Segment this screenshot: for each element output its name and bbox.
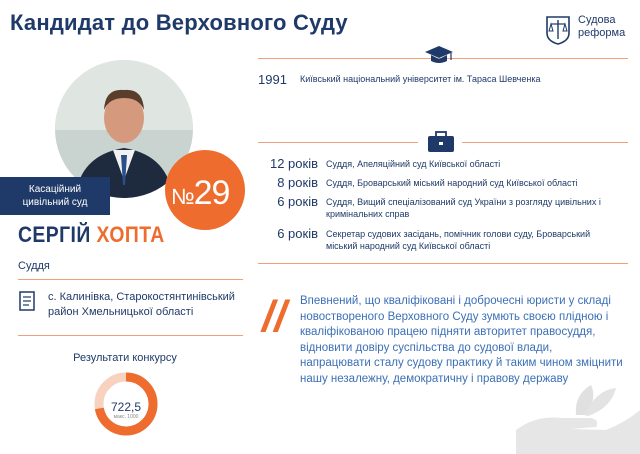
number-value: 29 — [193, 174, 230, 212]
score-value: 722,5 — [110, 400, 142, 414]
briefcase-icon — [427, 131, 455, 153]
career-item — [258, 194, 618, 220]
scales-logo-icon — [545, 15, 571, 45]
last-name: ХОПТА — [96, 222, 165, 247]
name-divider — [18, 279, 243, 280]
education-divider-right — [462, 142, 628, 143]
document-icon — [18, 290, 36, 312]
career-text: Суддя, Вищий спеціалізований суд України з розгляду цивільних і кримінальних справ — [326, 197, 601, 219]
career-years: 8 років — [277, 175, 318, 190]
career-years: 12 років — [269, 156, 318, 171]
education-divider-left — [258, 142, 418, 143]
career-text: Суддя, Апеляційний суд Київської області — [326, 159, 501, 169]
candidate-number — [171, 175, 229, 215]
career-item — [258, 226, 618, 252]
first-name: СЕРГІЙ — [18, 222, 91, 247]
candidate-quote: Впевнений, що кваліфіковані і доброчесні юристи у складі новоствореного Верховного Суду зумють своєю плідною і кваліфікованою працею підняти авторитет правосуддя, відновити довіру суспільства до судової влади, напрацювати сталу судову практику й таким чином зміцнити нашу незалежну, демократичну і правову державу — [300, 295, 623, 385]
candidate-position: Суддя — [18, 260, 50, 272]
logo-line1: Судова — [578, 14, 616, 26]
graduation-cap-icon — [424, 45, 454, 65]
career-text: Секретар судових засідань, помічник голови суду, Броварський міський народний суд Київської області — [326, 229, 591, 251]
career-years: 6 років — [277, 194, 318, 209]
page-title: Кандидат до Верховного Суду — [10, 10, 348, 35]
place-divider — [18, 335, 243, 336]
court-line2: цивільний суд — [22, 197, 88, 208]
place-line2: район Хмельницької області — [48, 306, 194, 318]
logo-line2: реформа — [578, 27, 626, 39]
quote-mark-icon: // — [262, 292, 287, 341]
career-item — [258, 156, 618, 171]
career-item — [258, 175, 618, 190]
court-badge — [0, 177, 110, 215]
education-institution: Київський національний університет ім. Тараса Шевченка — [300, 74, 541, 84]
hand-with-plant-icon — [516, 360, 640, 454]
career-list — [258, 156, 618, 256]
birth-place — [48, 290, 248, 320]
results-label: Результати конкурсу — [73, 352, 177, 364]
career-text: Суддя, Броварський міський народний суд Київської області — [326, 178, 578, 188]
place-line1: с. Калинівка, Старокостянтинівський — [48, 291, 235, 303]
number-prefix: № — [171, 184, 194, 209]
court-line1: Касаційний — [28, 184, 82, 195]
candidate-name — [18, 222, 165, 248]
career-divider — [258, 263, 628, 264]
logo-text — [578, 14, 625, 40]
career-years: 6 років — [277, 226, 318, 241]
score-max: макс. 1000 — [113, 414, 139, 420]
education-year: 1991 — [258, 72, 287, 87]
